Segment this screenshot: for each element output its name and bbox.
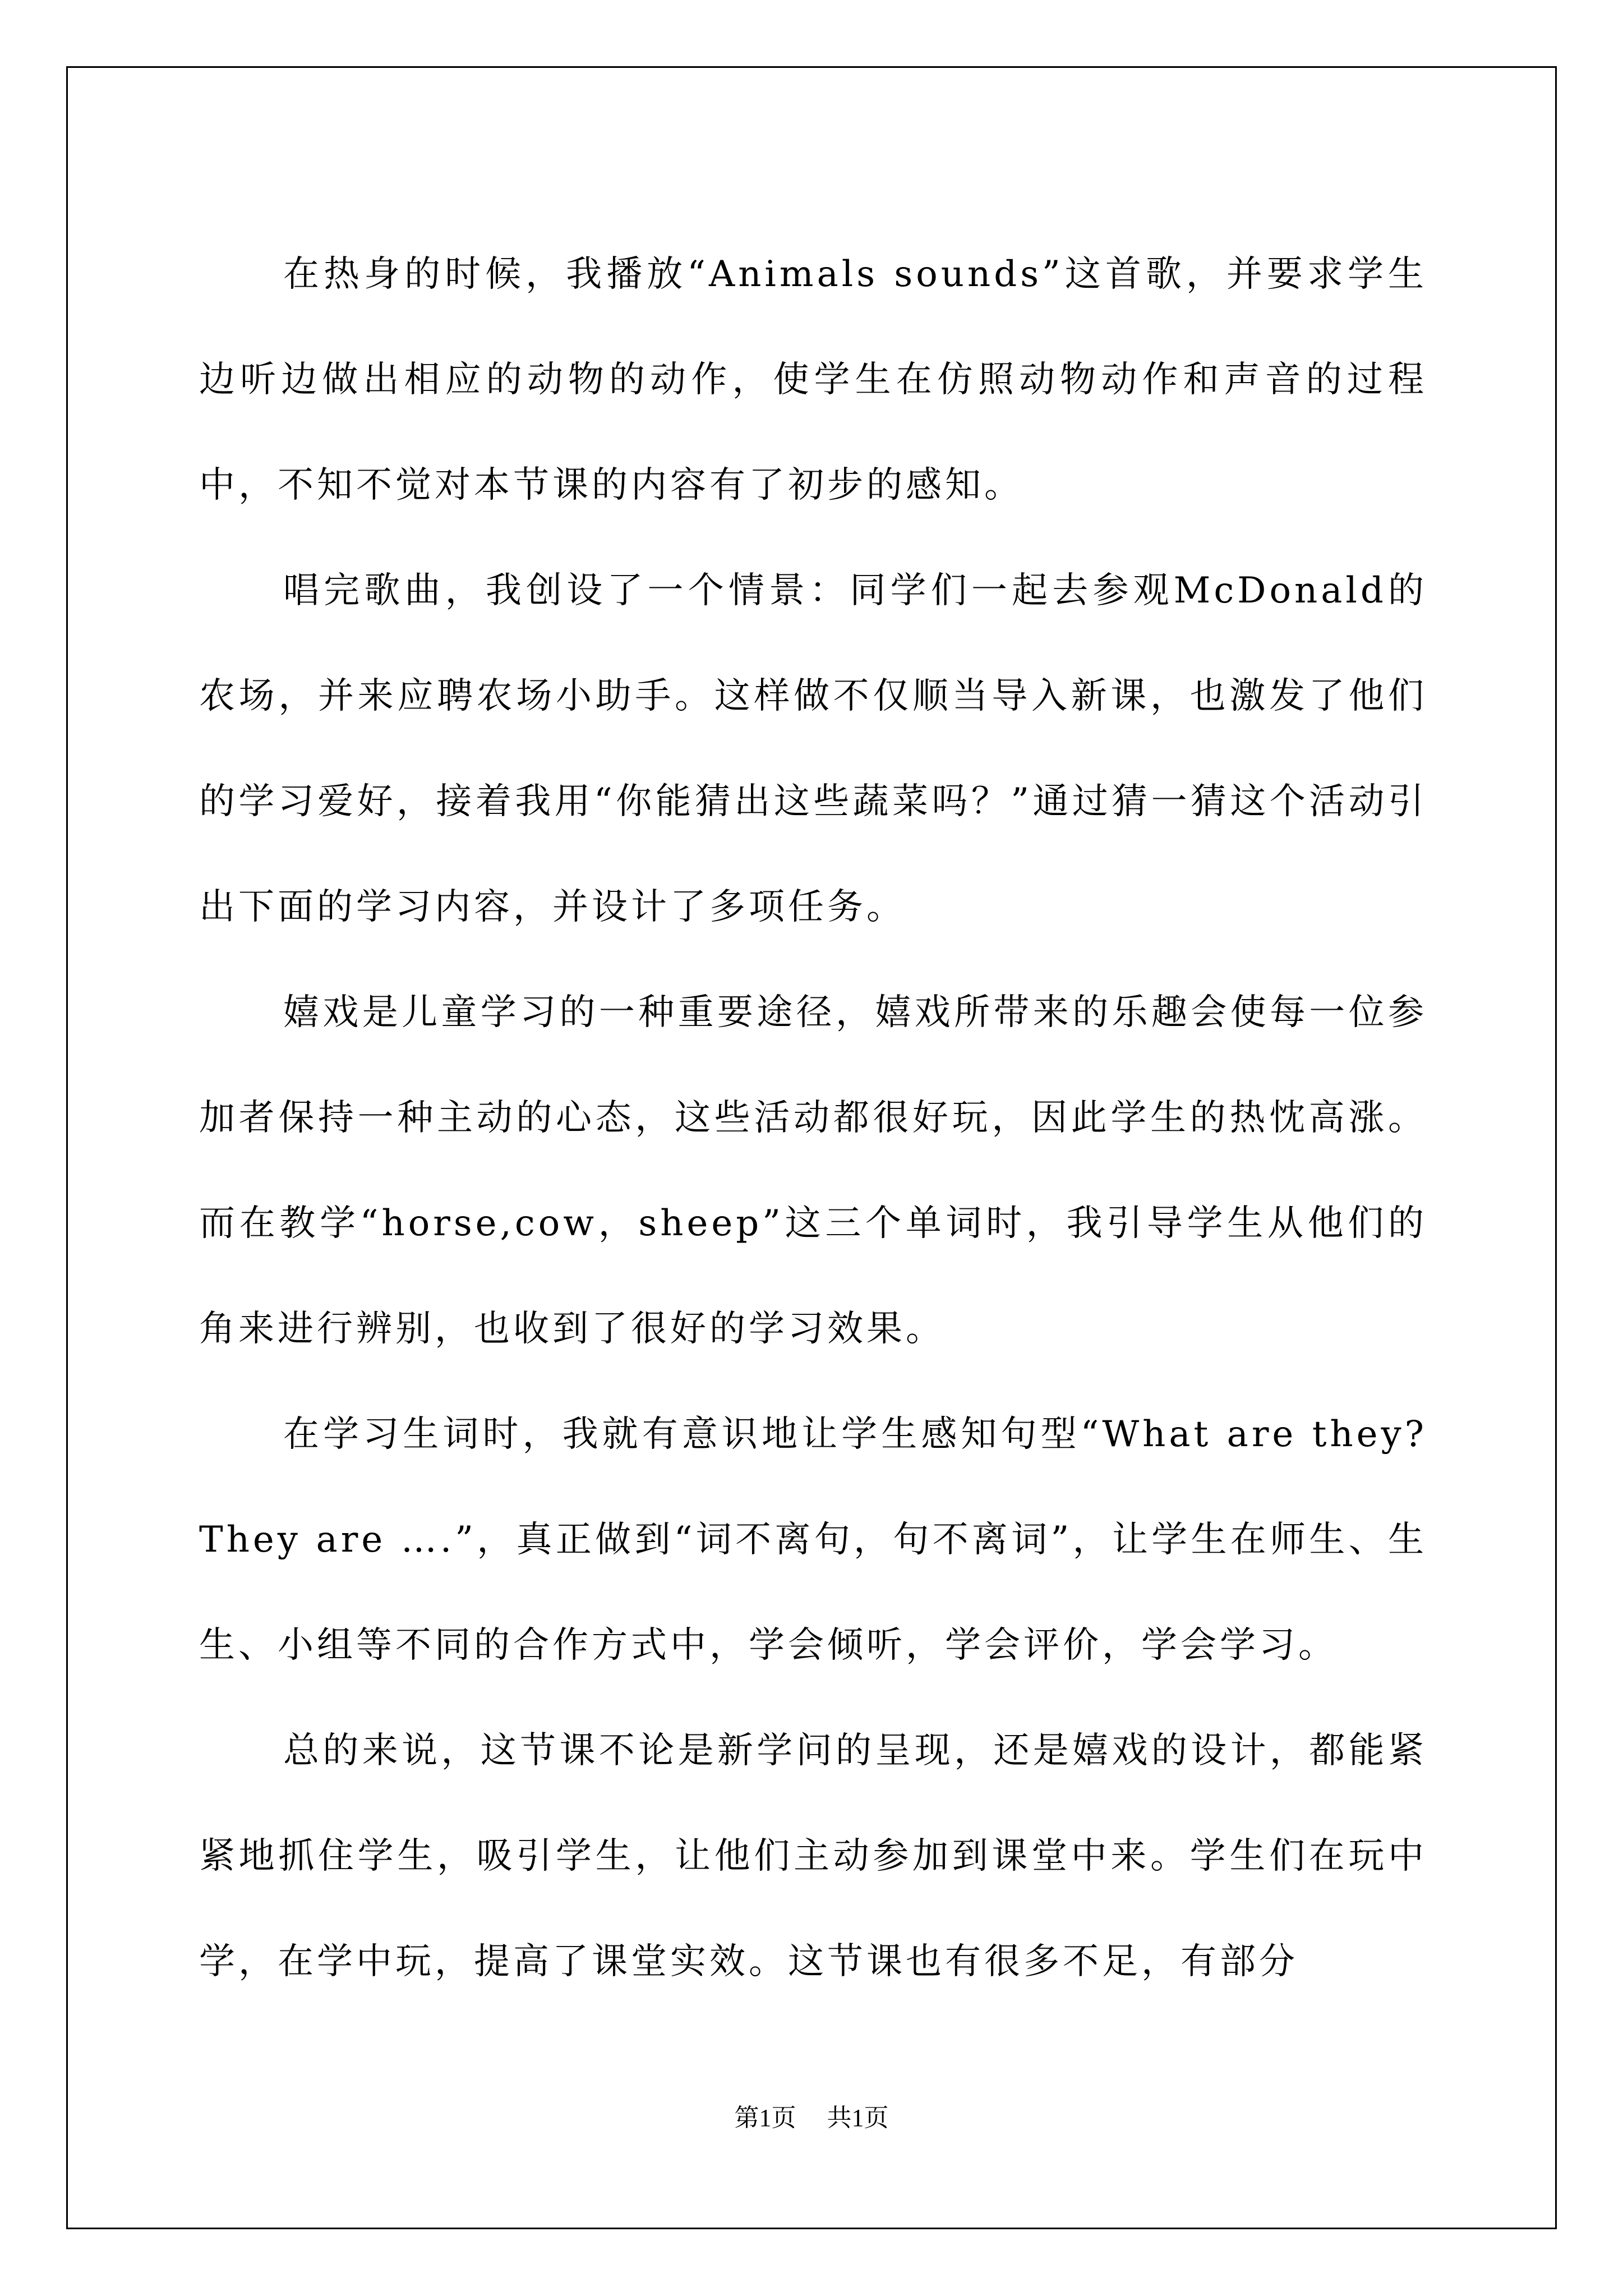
paragraph-vocabulary: 在学习生词时，我就有意识地让学生感知句型“What are they? They are ….”，真正做到“词不离句，句不离词”，让学生在师生、生生、小组等不同的合作方式中，学会倾听，学会评价，学会学习。 bbox=[199, 1414, 1427, 1666]
paragraph-warmup: 在热身的时候，我播放“Animals sounds”这首歌，并要求学生边听边做出相应的动物的动作，使学生在仿照动物动作和声音的过程中，不知不觉对本节课的内容有了初步的感知。 bbox=[199, 254, 1427, 506]
page-number-current: 第1页 bbox=[734, 2104, 796, 2132]
page-number-total: 共1页 bbox=[827, 2104, 889, 2132]
page-footer bbox=[0, 2101, 1623, 2135]
document-body bbox=[199, 222, 1427, 2014]
paragraph-scenario: 唱完歌曲，我创设了一个情景：同学们一起去参观McDonald的农场，并来应聘农场小助手。这样做不仅顺当导入新课，也激发了他们的学习爱好，接着我用“你能猜出这些蔬菜吗？”通过猜一猜这个活动引出下面的学习内容，并设计了多项任务。 bbox=[199, 570, 1427, 928]
paragraph-games: 嬉戏是儿童学习的一种重要途径，嬉戏所带来的乐趣会使每一位参加者保持一种主动的心态，这些活动都很好玩，因此学生的热忱高涨。而在教学“horse,cow，sheep”这三个单词时，我引导学生从他们的角来进行辨别，也收到了很好的学习效果。 bbox=[199, 992, 1427, 1350]
paragraph-summary: 总的来说，这节课不论是新学问的呈现，还是嬉戏的设计，都能紧紧地抓住学生，吸引学生，让他们主动参加到课堂中来。学生们在玩中学，在学中玩，提高了课堂实效。这节课也有很多不足，有部分 bbox=[199, 1730, 1427, 1982]
